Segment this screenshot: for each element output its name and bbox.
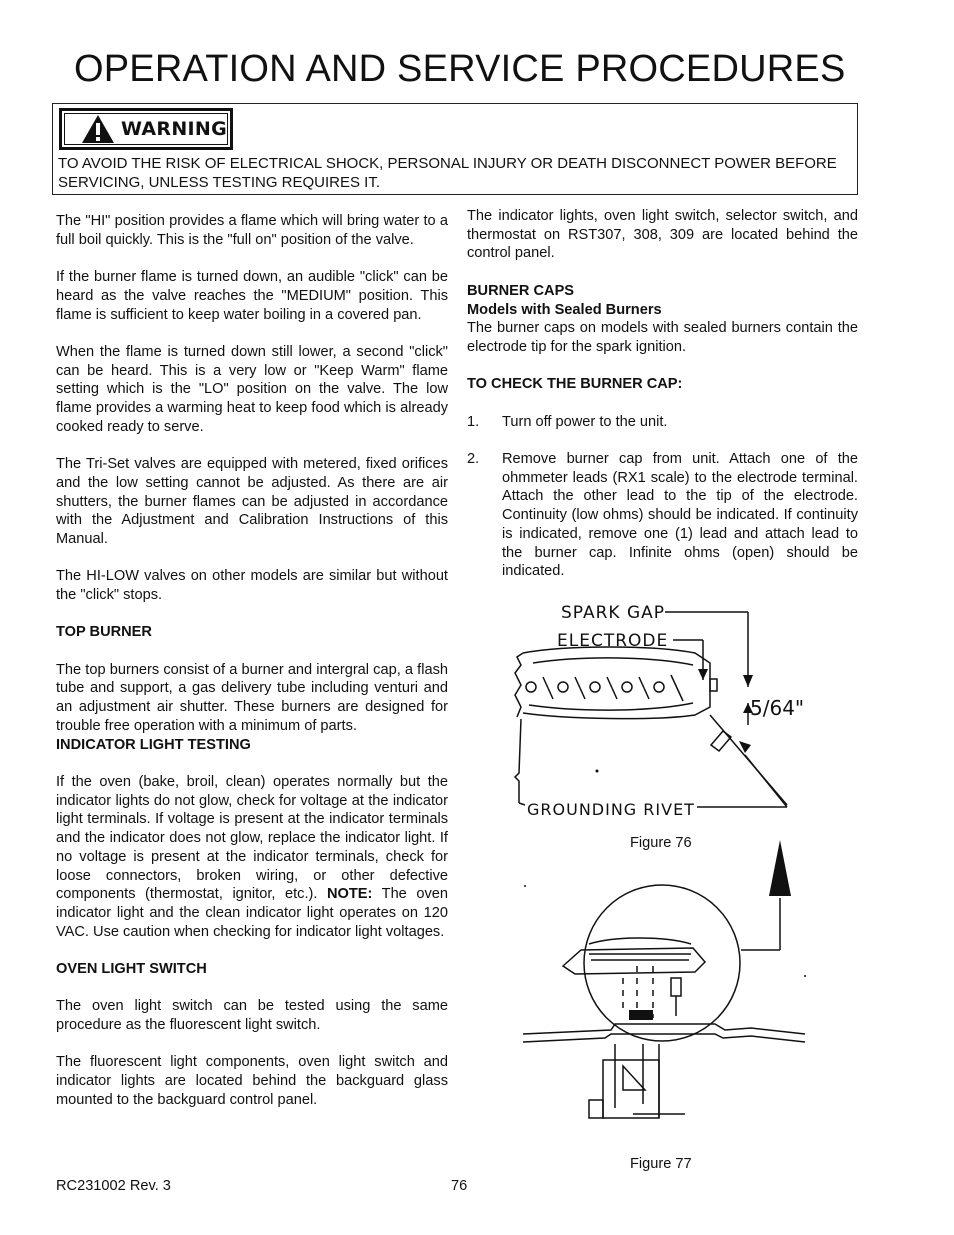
footer-doc-id: RC231002 Rev. 3: [56, 1178, 171, 1194]
paragraph: The "HI" position provides a flame which will bring water to a full boil quickly. This is the "full on" position of the valve.: [56, 213, 448, 248]
warning-text: TO AVOID THE RISK OF ELECTRICAL SHOCK, PERSONAL INJURY OR DEATH DISCONNECT POWER BEFORE SERVICING, UNLESS TESTING REQUIRES IT.: [58, 155, 837, 191]
list-item-number: 1.: [467, 413, 480, 430]
list-item-text: Turn off power to the unit.: [502, 413, 668, 430]
left-column: [56, 212, 448, 1110]
label-gap-value: 5/64": [750, 696, 805, 720]
warning-triangle-icon: [81, 114, 115, 144]
heading-check-burner-cap: TO CHECK THE BURNER CAP:: [467, 376, 683, 393]
footer-page-number: 76: [451, 1178, 468, 1194]
paragraph: If the burner flame is turned down, an audible "click" can be heard as the valve reaches the "MEDIUM" position. This flame is sufficient to keep water boiling in a covered pan.: [56, 269, 448, 323]
heading-oven-light-switch: OVEN LIGHT SWITCH: [56, 961, 207, 977]
paragraph: The burner caps on models with sealed burners contain the electrode tip for the spark ignition.: [467, 320, 858, 355]
figure-77-caption: Figure 77: [630, 1156, 692, 1172]
paragraph: The fluorescent light components, oven light switch and indicator lights are located behind the backguard glass mounted to the backguard control panel.: [56, 1054, 448, 1108]
paragraph: The top burners consist of a burner and intergral cap, a flash tube and support, a gas delivery tube including venturi and an adjustment air shutter. These burners are designed for trouble free operation with a minimum of parts.: [56, 661, 448, 734]
list-item: [467, 413, 858, 432]
paragraph: The Tri-Set valves are equipped with metered, fixed orifices and the low setting cannot be adjusted. As there are air shutters, the burner flames can be adjusted in accordance with the Adjustment and Calibration Instructions of this Manual.: [56, 456, 448, 547]
paragraph: The HI-LOW valves on other models are similar but without the "click" stops.: [56, 568, 448, 603]
paragraph-text: If the oven (bake, broil, clean) operates normally but the indicator lights do not glow, check for voltage at the indicator light terminals. If voltage is present at the indicator terminals and the indicator does not glow, replace the indicator light. If no voltage is present at the indicator terminals, check for loose connectors, broken wiring, or other defective components (thermostat, ignitor, etc.).: [56, 773, 448, 903]
figure-76-diagram: [505, 595, 805, 825]
paragraph: When the flame is turned down still lower, a second "click" can be heard. This is a very low or "Keep Warm" flame setting which is the "LO" position on the valve. The low flame provides a warming heat to keep food which is already cooked ready to serve.: [56, 343, 448, 435]
warning-label-text: WARNING: [120, 118, 227, 140]
figure-76-caption: Figure 76: [630, 835, 692, 851]
paragraph: The indicator lights, oven light switch, selector switch, and thermostat on RST307, 308, 309 are located behind the control panel.: [467, 208, 858, 262]
label-spark-gap: SPARK GAP: [561, 603, 666, 623]
page-title: OPERATION AND SERVICE PROCEDURES: [74, 48, 846, 90]
heading-indicator-light-testing: INDICATOR LIGHT TESTING: [56, 736, 251, 753]
heading-sealed-burners: Models with Sealed Burners: [467, 301, 662, 318]
list-item-text: Remove burner cap from unit. Attach one of the ohmmeter leads (RX1 scale) to the electrode terminal. Attach the other lead to the tip of the electrode. Continuity (low ohms) should be indicated. If continuity is indicated, remove one (1) lead and attach lead to the burner cap. Infinite ohms (open) should be indicated.: [502, 451, 858, 580]
figure-77-diagram: [515, 838, 815, 1128]
paragraph: The oven light switch can be tested using the same procedure as the fluorescent light switch.: [56, 998, 448, 1034]
label-electrode: ELECTRODE: [557, 631, 669, 651]
paragraph: [56, 773, 448, 941]
heading-burner-caps: BURNER CAPS: [467, 282, 575, 299]
note-text: The oven indicator light and the clean indicator light operates on 120 VAC. Use caution when checking for indicator light voltages.: [56, 886, 448, 940]
warning-box: [52, 103, 858, 195]
heading-top-burner: TOP BURNER: [56, 624, 152, 641]
list-item-number: 2.: [467, 451, 480, 468]
warning-label: [59, 108, 233, 150]
list-item: [467, 450, 858, 581]
note-label: NOTE:: [326, 886, 373, 903]
label-grounding-rivet: GROUNDING RIVET: [527, 800, 695, 819]
right-column: [467, 207, 858, 581]
